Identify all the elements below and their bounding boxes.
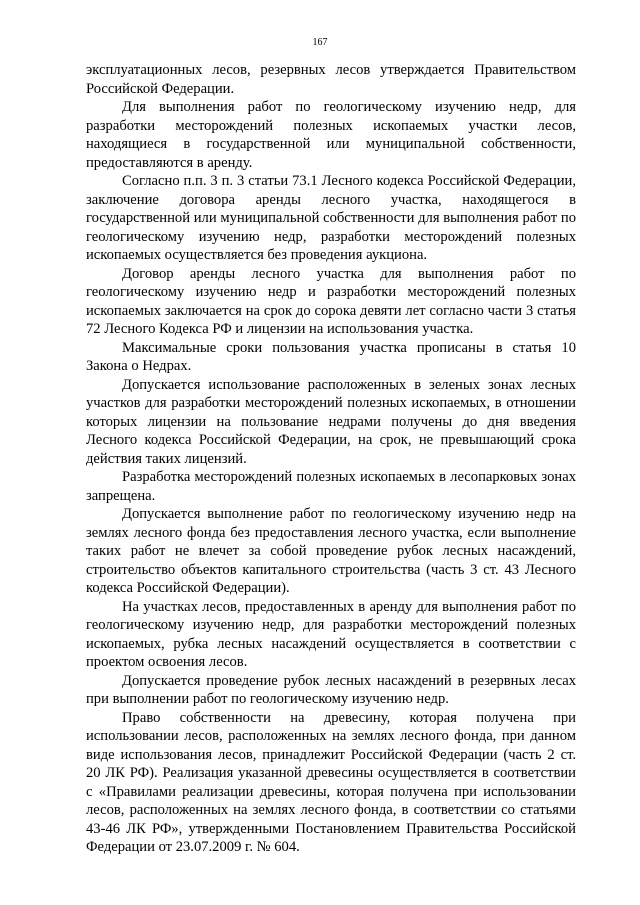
paragraph: Разработка месторождений полезных ископаемых в лесопарковых зонах запрещена. <box>86 469 576 504</box>
paragraph: Допускается проведение рубок лесных насаждений в резервных лесах при выполнении работ по геологическому изучению недр. <box>86 672 576 707</box>
paragraph: Максимальные сроки пользования участка прописаны в статья 10 Закона о Недрах. <box>86 339 576 374</box>
paragraph: Право собственности на древесину, которая получена при использовании лесов, расположенных на землях лесного фонда, при данном виде использования лесов, принадлежит Российской Федерации (часть 2 ст. 20 ЛК РФ). Реализация указанной древесины осуществляется в соответствии с «Правилами реализации древесины, которая получена при использовании лесов, расположенных на землях лесного фонда, в соответствии со статьями 43-46 ЛК РФ», утвержденными Постановлением Правительства Российской Федерации от 23.07.2009 г. № 604. <box>86 709 576 855</box>
paragraph: На участках лесов, предоставленных в аренду для выполнения работ по геологическому изучению недр, для разработки месторождений полезных ископаемых, рубка лесных насаждений осуществляется в соответствии с проектом освоения лесов. <box>86 598 576 670</box>
page-number: 167 <box>312 37 328 48</box>
paragraph: эксплуатационных лесов, резервных лесов утверждается Правительством Российской Федерации. <box>86 62 576 97</box>
paragraph: Допускается использование расположенных в зеленых зонах лесных участков для разработки месторождений полезных ископаемых, в отношении которых лицензии на пользование недрами получены до дня введения Лесного кодекса Российской Федерации, на срок, не превышающий срока действия таких лицензий. <box>86 376 576 467</box>
paragraph: Согласно п.п. 3 п. 3 статьи 73.1 Лесного кодекса Российской Федерации, заключение договора аренды лесного участка, находящегося в государственной или муниципальной собственности для выполнения работ по геологическому изучению недр, разработки месторождений полезных ископаемых осуществляется без проведения аукциона. <box>86 173 576 263</box>
paragraph: Допускается выполнение работ по геологическому изучению недр на землях лесного фонда без предоставления лесного участка, если выполнение таких работ не влечет за собой проведение рубок лесных насаждений, строительство объектов капитального строительства (часть 3 ст. 43 Лесного кодекса Российской Федерации). <box>86 506 576 596</box>
paragraph: Договор аренды лесного участка для выполнения работ по геологическому изучению недр и разработки месторождений полезных ископаемых заключается на срок до сорока девяти лет согласно части 3 статья 72 Лесного Кодекса РФ и лицензии на использования участка. <box>86 265 576 337</box>
document-body <box>86 61 576 857</box>
paragraph: Для выполнения работ по геологическому изучению недр, для разработки месторождений полезных ископаемых участки лесов, находящиеся в государственной или муниципальной собственности, предоставляются в аренду. <box>86 99 576 171</box>
